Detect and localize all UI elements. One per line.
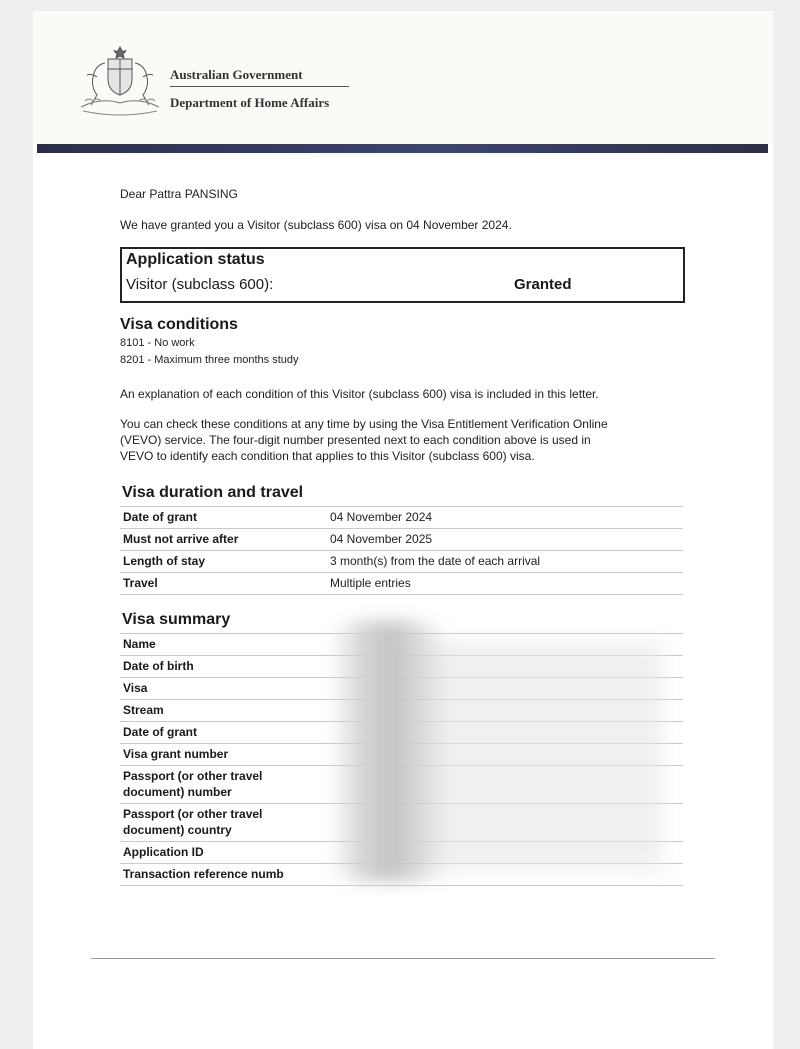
visa-conditions-title: Visa conditions: [120, 316, 238, 333]
row-label-line: Passport (or other travel: [123, 807, 263, 821]
row-label: Stream: [123, 703, 164, 717]
application-status-label: Visitor (subclass 600):: [126, 276, 274, 293]
row-value: 04 November 2024: [330, 510, 433, 524]
vevo-line: VEVO to identify each condition that applies to this Visitor (subclass 600) visa.: [120, 449, 535, 463]
row-label: Travel: [123, 576, 158, 590]
department-title: Department of Home Affairs: [170, 95, 330, 110]
row-label: Length of stay: [123, 554, 206, 568]
row-label: Name: [123, 637, 156, 651]
letter-header: [33, 11, 773, 144]
row-label-line: document) country: [123, 823, 232, 837]
row-value: Multiple entries: [330, 576, 411, 590]
australian-coat-of-arms-icon: [75, 41, 165, 121]
redaction-blur: [328, 621, 448, 881]
vevo-paragraph: [120, 416, 690, 464]
row-label-line: document) number: [123, 785, 232, 799]
condition-item: 8201 - Maximum three months study: [120, 354, 299, 366]
table-row: [120, 529, 683, 551]
duration-table: [120, 506, 683, 595]
row-label: Date of grant: [123, 725, 198, 739]
visa-duration-title: Visa duration and travel: [122, 484, 304, 501]
header-divider: [170, 86, 349, 87]
vevo-line: (VEVO) service. The four-digit number presented next to each condition above is used in: [120, 433, 591, 447]
footer-divider: [91, 958, 715, 959]
vevo-line: You can check these conditions at any time by using the Visa Entitlement Verification Online: [120, 417, 608, 431]
letter-page: [33, 11, 773, 1049]
header-bar: [37, 144, 768, 153]
greeting: Dear Pattra PANSING: [120, 187, 238, 201]
table-row: [120, 573, 683, 595]
row-value: 04 November 2025: [330, 532, 433, 546]
row-label: Visa: [123, 681, 148, 695]
grant-intro: We have granted you a Visitor (subclass 600) visa on 04 November 2024.: [120, 218, 512, 232]
row-label: Must not arrive after: [123, 532, 239, 546]
row-label-line: Passport (or other travel: [123, 769, 263, 783]
row-label: Application ID: [123, 845, 204, 859]
application-status-title: Application status: [126, 251, 265, 268]
condition-item: 8101 - No work: [120, 337, 195, 349]
application-status-box: [120, 247, 685, 303]
visa-summary-title: Visa summary: [122, 611, 231, 628]
government-title: Australian Government: [170, 67, 303, 82]
application-status-value: Granted: [514, 276, 572, 293]
row-value: 3 month(s) from the date of each arrival: [330, 554, 541, 568]
conditions-explanation: An explanation of each condition of this Visitor (subclass 600) visa is included in this letter.: [120, 387, 599, 401]
row-label: Date of birth: [123, 659, 194, 673]
table-row: [120, 551, 683, 573]
row-label: Transaction reference numb: [123, 867, 284, 881]
row-label: Visa grant number: [123, 747, 229, 761]
row-label: Date of grant: [123, 510, 198, 524]
table-row: [120, 507, 683, 529]
